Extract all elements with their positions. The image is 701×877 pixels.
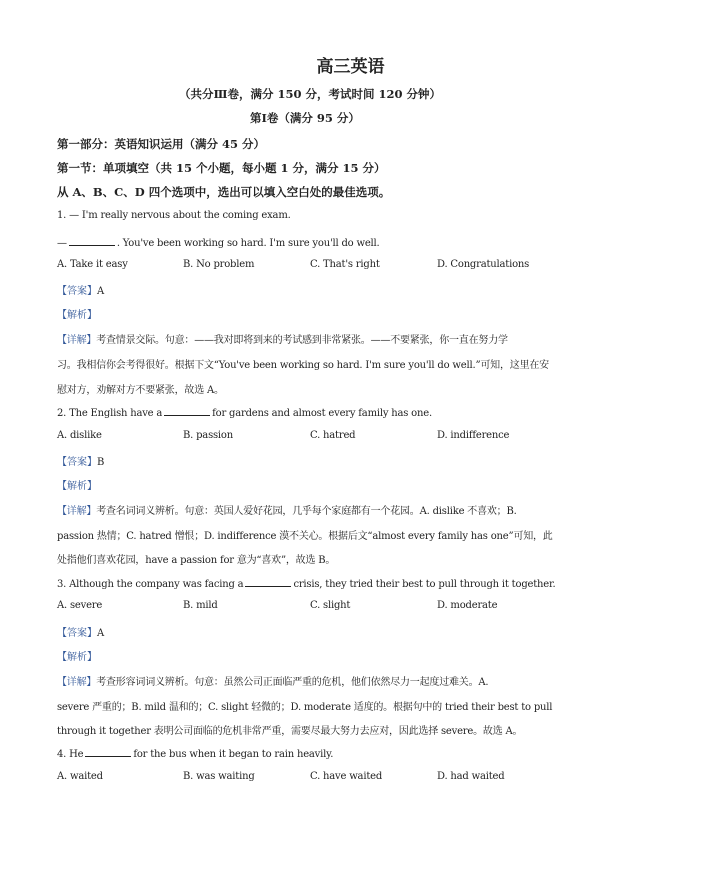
detail-text: 考查形容词词义辨析。句意：虽然公司正面临严重的危机，他们依然尽力一起度过难关。A.	[96, 677, 489, 688]
part-heading: 第一部分：英语知识运用（满分 45 分）	[57, 137, 266, 151]
question-3-option-d: D. moderate	[437, 600, 498, 611]
question-4-prefix: 4. He	[57, 749, 84, 760]
question-2-option-b: B. passion	[183, 430, 233, 441]
question-2-analysis-label: 【解析】	[57, 481, 97, 492]
answer-blank	[164, 405, 210, 416]
question-3-analysis-label: 【解析】	[57, 652, 97, 663]
question-2-detail-line-2: passion 热情；C. hatred 憎恨；D. indifference 漠不关心。根据后文“almost every family has one”可知，此	[57, 531, 553, 542]
question-1-answer	[57, 282, 104, 297]
answer-value: A	[97, 628, 105, 639]
exam-subtitle: （共分Ⅲ卷，满分 150 分，考试时间 120 分钟）	[178, 87, 442, 101]
question-3-detail-line-1	[57, 673, 488, 688]
instruction-text: 从 A、B、C、D 四个选项中，选出可以填入空白处的最佳选项。	[57, 185, 391, 199]
question-2-prefix: 2. The English have a	[57, 408, 163, 419]
question-2-detail-line-3: 处指他们喜欢花园，have a passion for 意为“喜欢”，故选 B。	[57, 555, 336, 566]
answer-value: B	[97, 457, 105, 468]
question-2-option-c: C. hatred	[310, 430, 356, 441]
answer-label: 【答案】	[57, 628, 97, 639]
question-4-option-d: D. had waited	[437, 771, 505, 782]
answer-blank	[245, 576, 291, 587]
question-2-detail-line-1	[57, 502, 517, 517]
question-3-answer	[57, 624, 104, 639]
question-4-option-b: B. was waiting	[183, 771, 255, 782]
answer-label: 【答案】	[57, 286, 97, 297]
question-2-option-d: D. indifference	[437, 430, 510, 441]
question-4-option-a: A. waited	[57, 771, 103, 782]
detail-label: 【详解】	[57, 335, 97, 346]
question-1-stem: 1. — I'm really nervous about the coming exam.	[57, 210, 291, 221]
detail-label: 【详解】	[57, 506, 97, 517]
detail-label: 【详解】	[57, 677, 97, 688]
question-1-option-a: A. Take it easy	[57, 259, 128, 270]
answer-blank	[85, 746, 131, 757]
detail-text: 考查情景交际。句意：——我对即将到来的考试感到非常紧张。——不要紧张，你一直在努力学	[96, 335, 508, 346]
question-1-line2	[57, 235, 380, 249]
volume-heading: 第Ⅰ卷（满分 95 分）	[250, 111, 360, 125]
question-1-option-b: B. No problem	[183, 259, 255, 270]
question-3-option-c: C. slight	[310, 600, 351, 611]
answer-value: A	[97, 286, 105, 297]
question-3-stem	[57, 576, 555, 590]
question-1-option-d: D. Congratulations	[437, 259, 530, 270]
question-4-option-c: C. have waited	[310, 771, 383, 782]
question-3-prefix: 3. Although the company was facing a	[57, 579, 244, 590]
question-1-detail-line-3: 慰对方，劝解对方不要紧张，故选 A。	[57, 385, 224, 396]
question-3-detail-line-3: through it together 表明公司面临的危机非常严重，需要尽最大努力去应对，因此选择 severe。故选 A。	[57, 726, 523, 737]
question-2-option-a: A. dislike	[57, 430, 102, 441]
answer-blank	[69, 235, 115, 246]
detail-text: 考查名词词义辨析。句意：英国人爱好花园，几乎每个家庭都有一个花园。A. dislike 不喜欢；B.	[96, 506, 517, 517]
question-1-detail-line-2: 习。我相信你会考得很好。根据下文“You've been working so hard. I'm sure you'll do well.”可知，这里在安	[57, 360, 549, 371]
question-2-stem	[57, 405, 432, 419]
question-3-option-a: A. severe	[57, 600, 103, 611]
answer-label: 【答案】	[57, 457, 97, 468]
question-2-answer	[57, 453, 104, 468]
question-3-option-b: B. mild	[183, 600, 218, 611]
question-3-suffix: crisis, they tried their best to pull through it together.	[293, 579, 556, 590]
question-3-detail-line-2: severe 严重的；B. mild 温和的；C. slight 轻微的；D. moderate 适度的。根据句中的 tried their best to pull	[57, 702, 553, 713]
question-1-detail-line-1	[57, 331, 508, 346]
question-4-suffix: for the bus when it began to rain heavily.	[133, 749, 334, 760]
question-1-option-c: C. That's right	[310, 259, 380, 270]
question-1-dash: —	[57, 238, 67, 249]
question-1-line2-text: . You've been working so hard. I'm sure you'll do well.	[116, 238, 380, 249]
question-1-analysis-label: 【解析】	[57, 310, 97, 321]
page-title: 高三英语	[316, 57, 385, 77]
question-2-suffix: for gardens and almost every family has one.	[212, 408, 432, 419]
subsection-heading: 第一节：单项填空（共 15 个小题，每小题 1 分，满分 15 分）	[57, 161, 386, 175]
question-4-stem	[57, 746, 333, 760]
